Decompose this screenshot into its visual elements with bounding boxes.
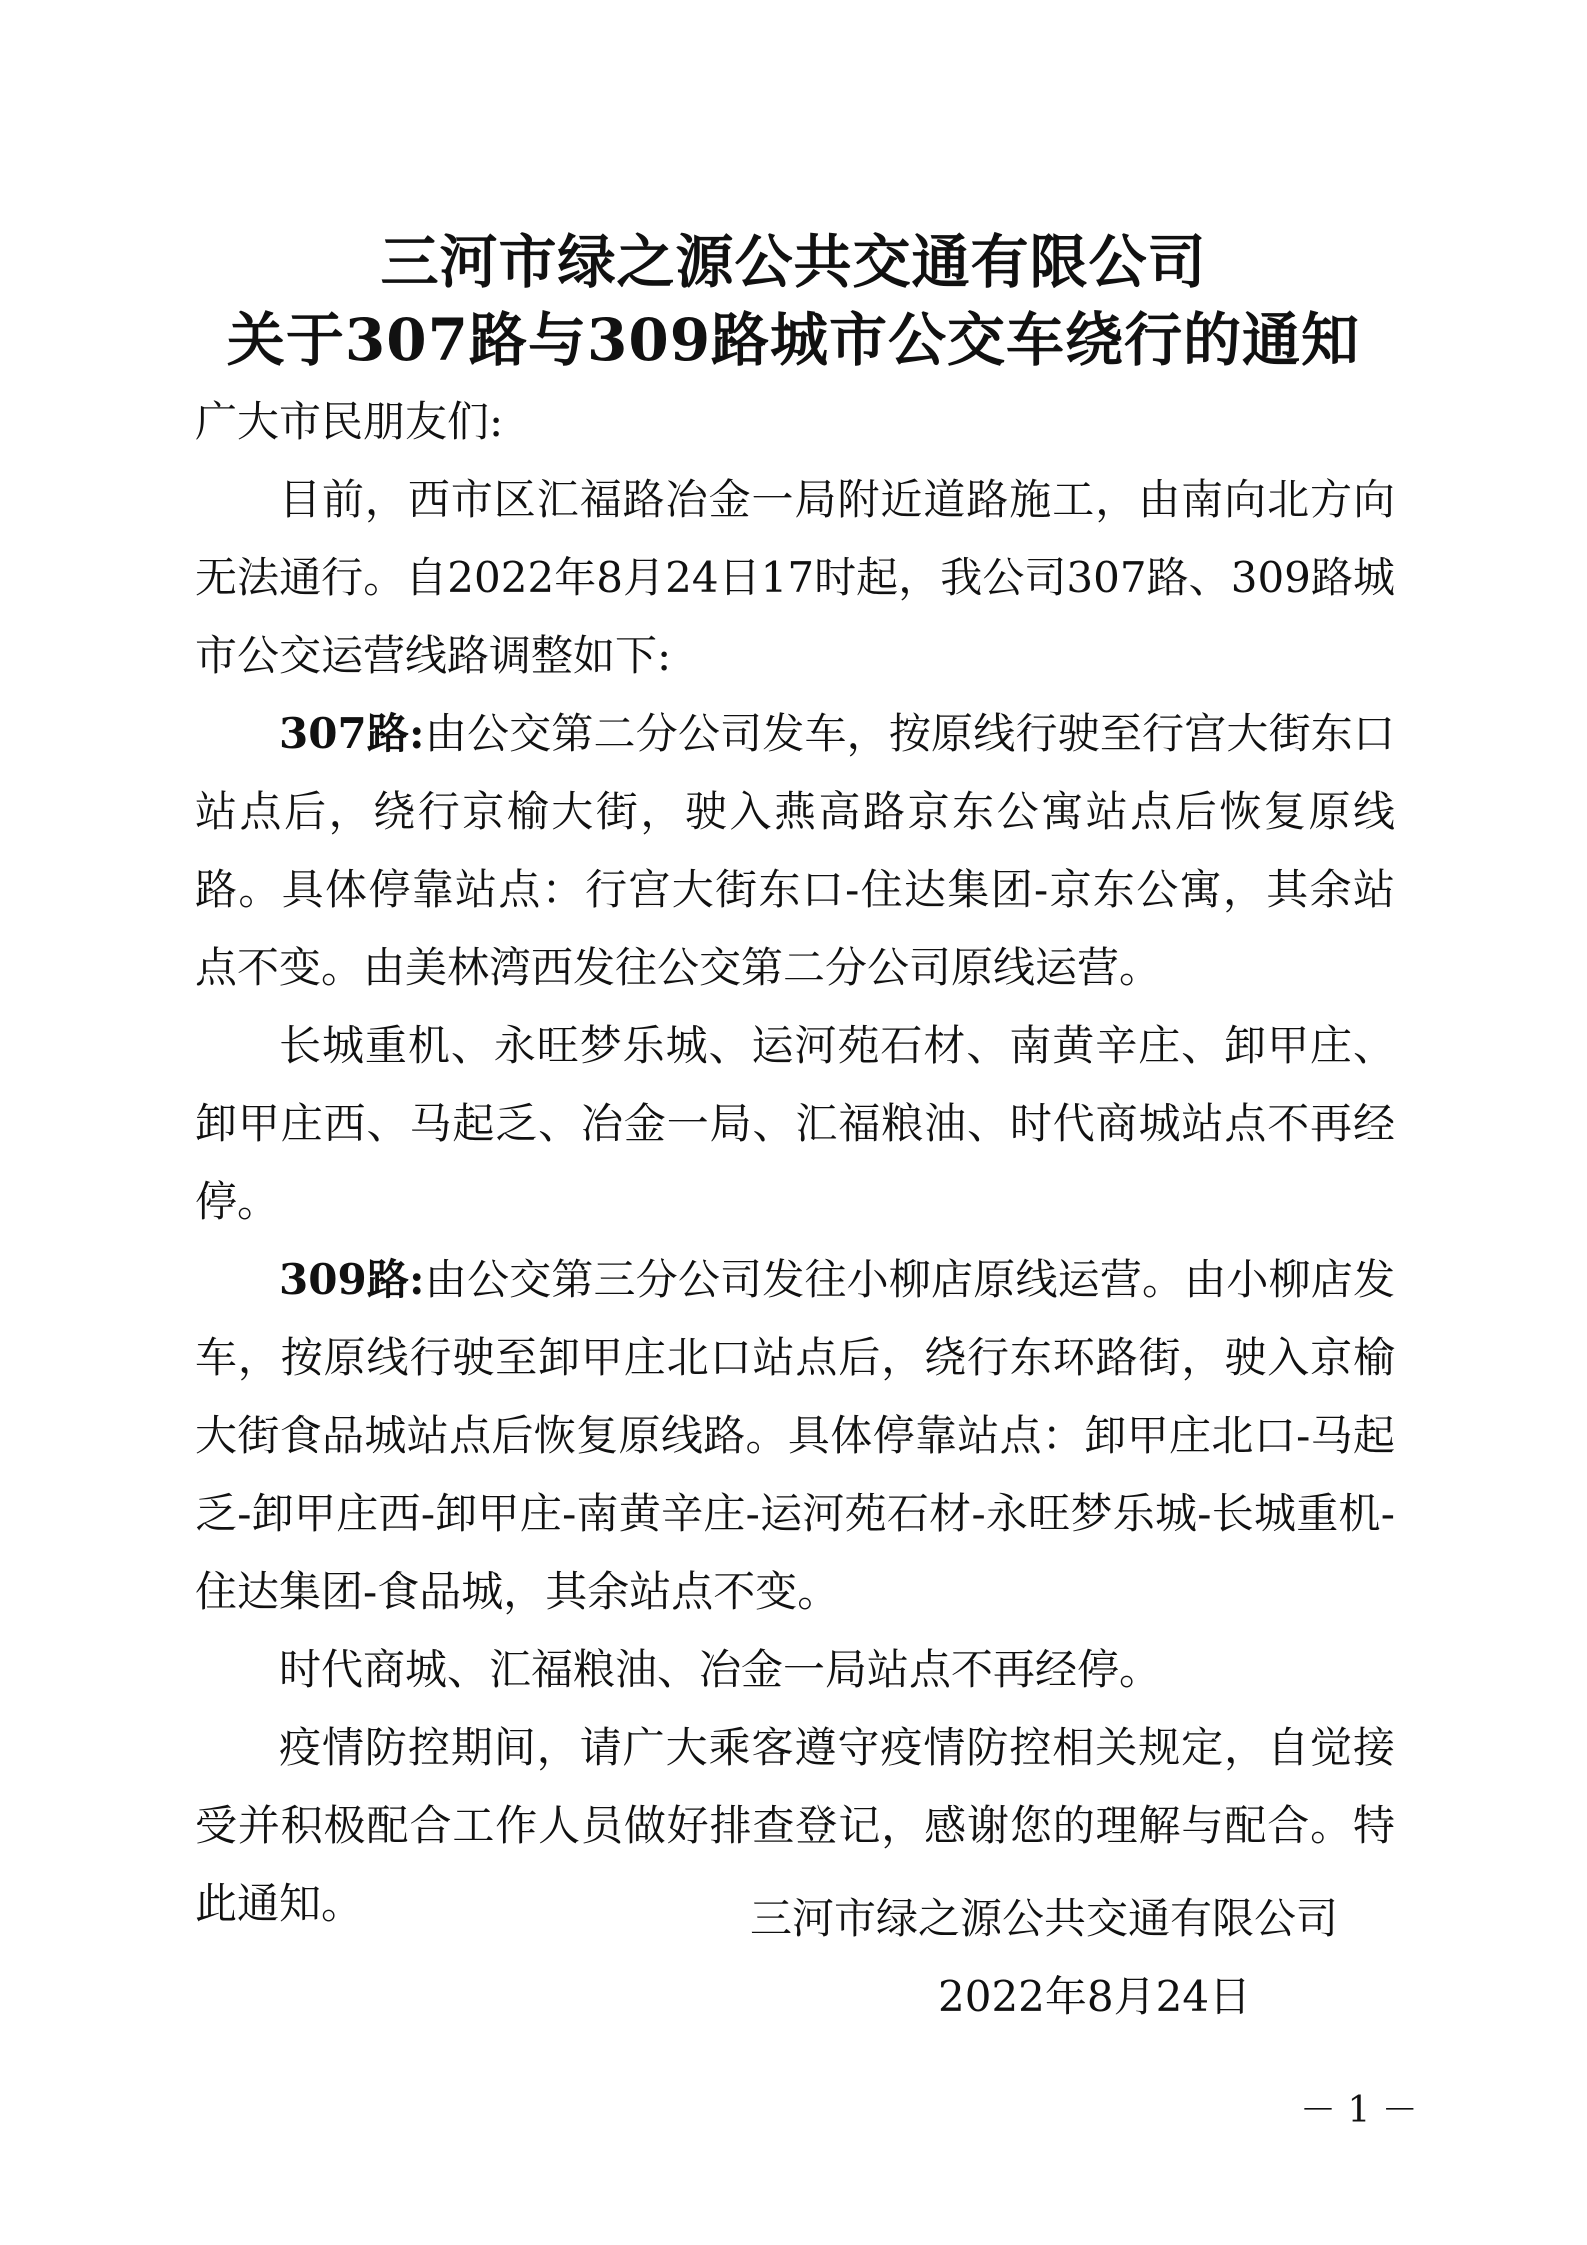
page-number: － 1 －: [1300, 2090, 1418, 2131]
route-307-suspended-stops: 长城重机、永旺梦乐城、运河苑石材、南黄辛庄、卸甲庄、卸甲庄西、马起乏、冶金一局、汇福粮油、时代商城站点不再经停。: [195, 1021, 1395, 1226]
title-company: 三河市绿之源公共交通有限公司: [380, 228, 1207, 296]
signature-date: 2022年8月24日: [938, 1972, 1252, 2021]
route-309-label: 309路:: [279, 1255, 425, 1304]
closing-paragraph: 疫情防控期间，请广大乘客遵守疫情防控相关规定，自觉接受并积极配合工作人员做好排查登记，感谢您的理解与配合。特此通知。: [195, 1723, 1395, 1928]
signature-organization: 三河市绿之源公共交通有限公司: [750, 1894, 1339, 1943]
intro-paragraph: 目前，西市区汇福路冶金一局附近道路施工，由南向北方向无法通行。自2022年8月24日17时起，我公司307路、309路城市公交运营线路调整如下:: [195, 475, 1395, 680]
greeting: 广大市民朋友们:: [195, 397, 504, 446]
route-307-text: 由公交第二分公司发车，按原线行驶至行宫大街东口站点后，绕行京榆大街，驶入燕高路京东公寓站点后恢复原线路。具体停靠站点：行宫大街东口-住达集团-京东公寓，其余站点不变。由美林湾西发往公交第二分公司原线运营。: [195, 709, 1395, 992]
title-subject: 关于307路与309路城市公交车绕行的通知: [226, 306, 1361, 374]
route-309-text: 由公交第三分公司发往小柳店原线运营。由小柳店发车，按原线行驶至卸甲庄北口站点后，绕行东环路街，驶入京榆大街食品城站点后恢复原线路。具体停靠站点：卸甲庄北口-马起乏-卸甲庄西-卸甲庄-南黄辛庄-运河苑石材-永旺梦乐城-长城重机-住达集团-食品城，其余站点不变。: [195, 1255, 1395, 1616]
route-307-paragraph: [195, 695, 1395, 1007]
route-307-label: 307路:: [279, 709, 425, 758]
route-309-suspended-stops: 时代商城、汇福粮油、冶金一局站点不再经停。: [279, 1645, 1162, 1694]
route-309-paragraph: [195, 1241, 1395, 1631]
notice-body: [195, 383, 1395, 1943]
